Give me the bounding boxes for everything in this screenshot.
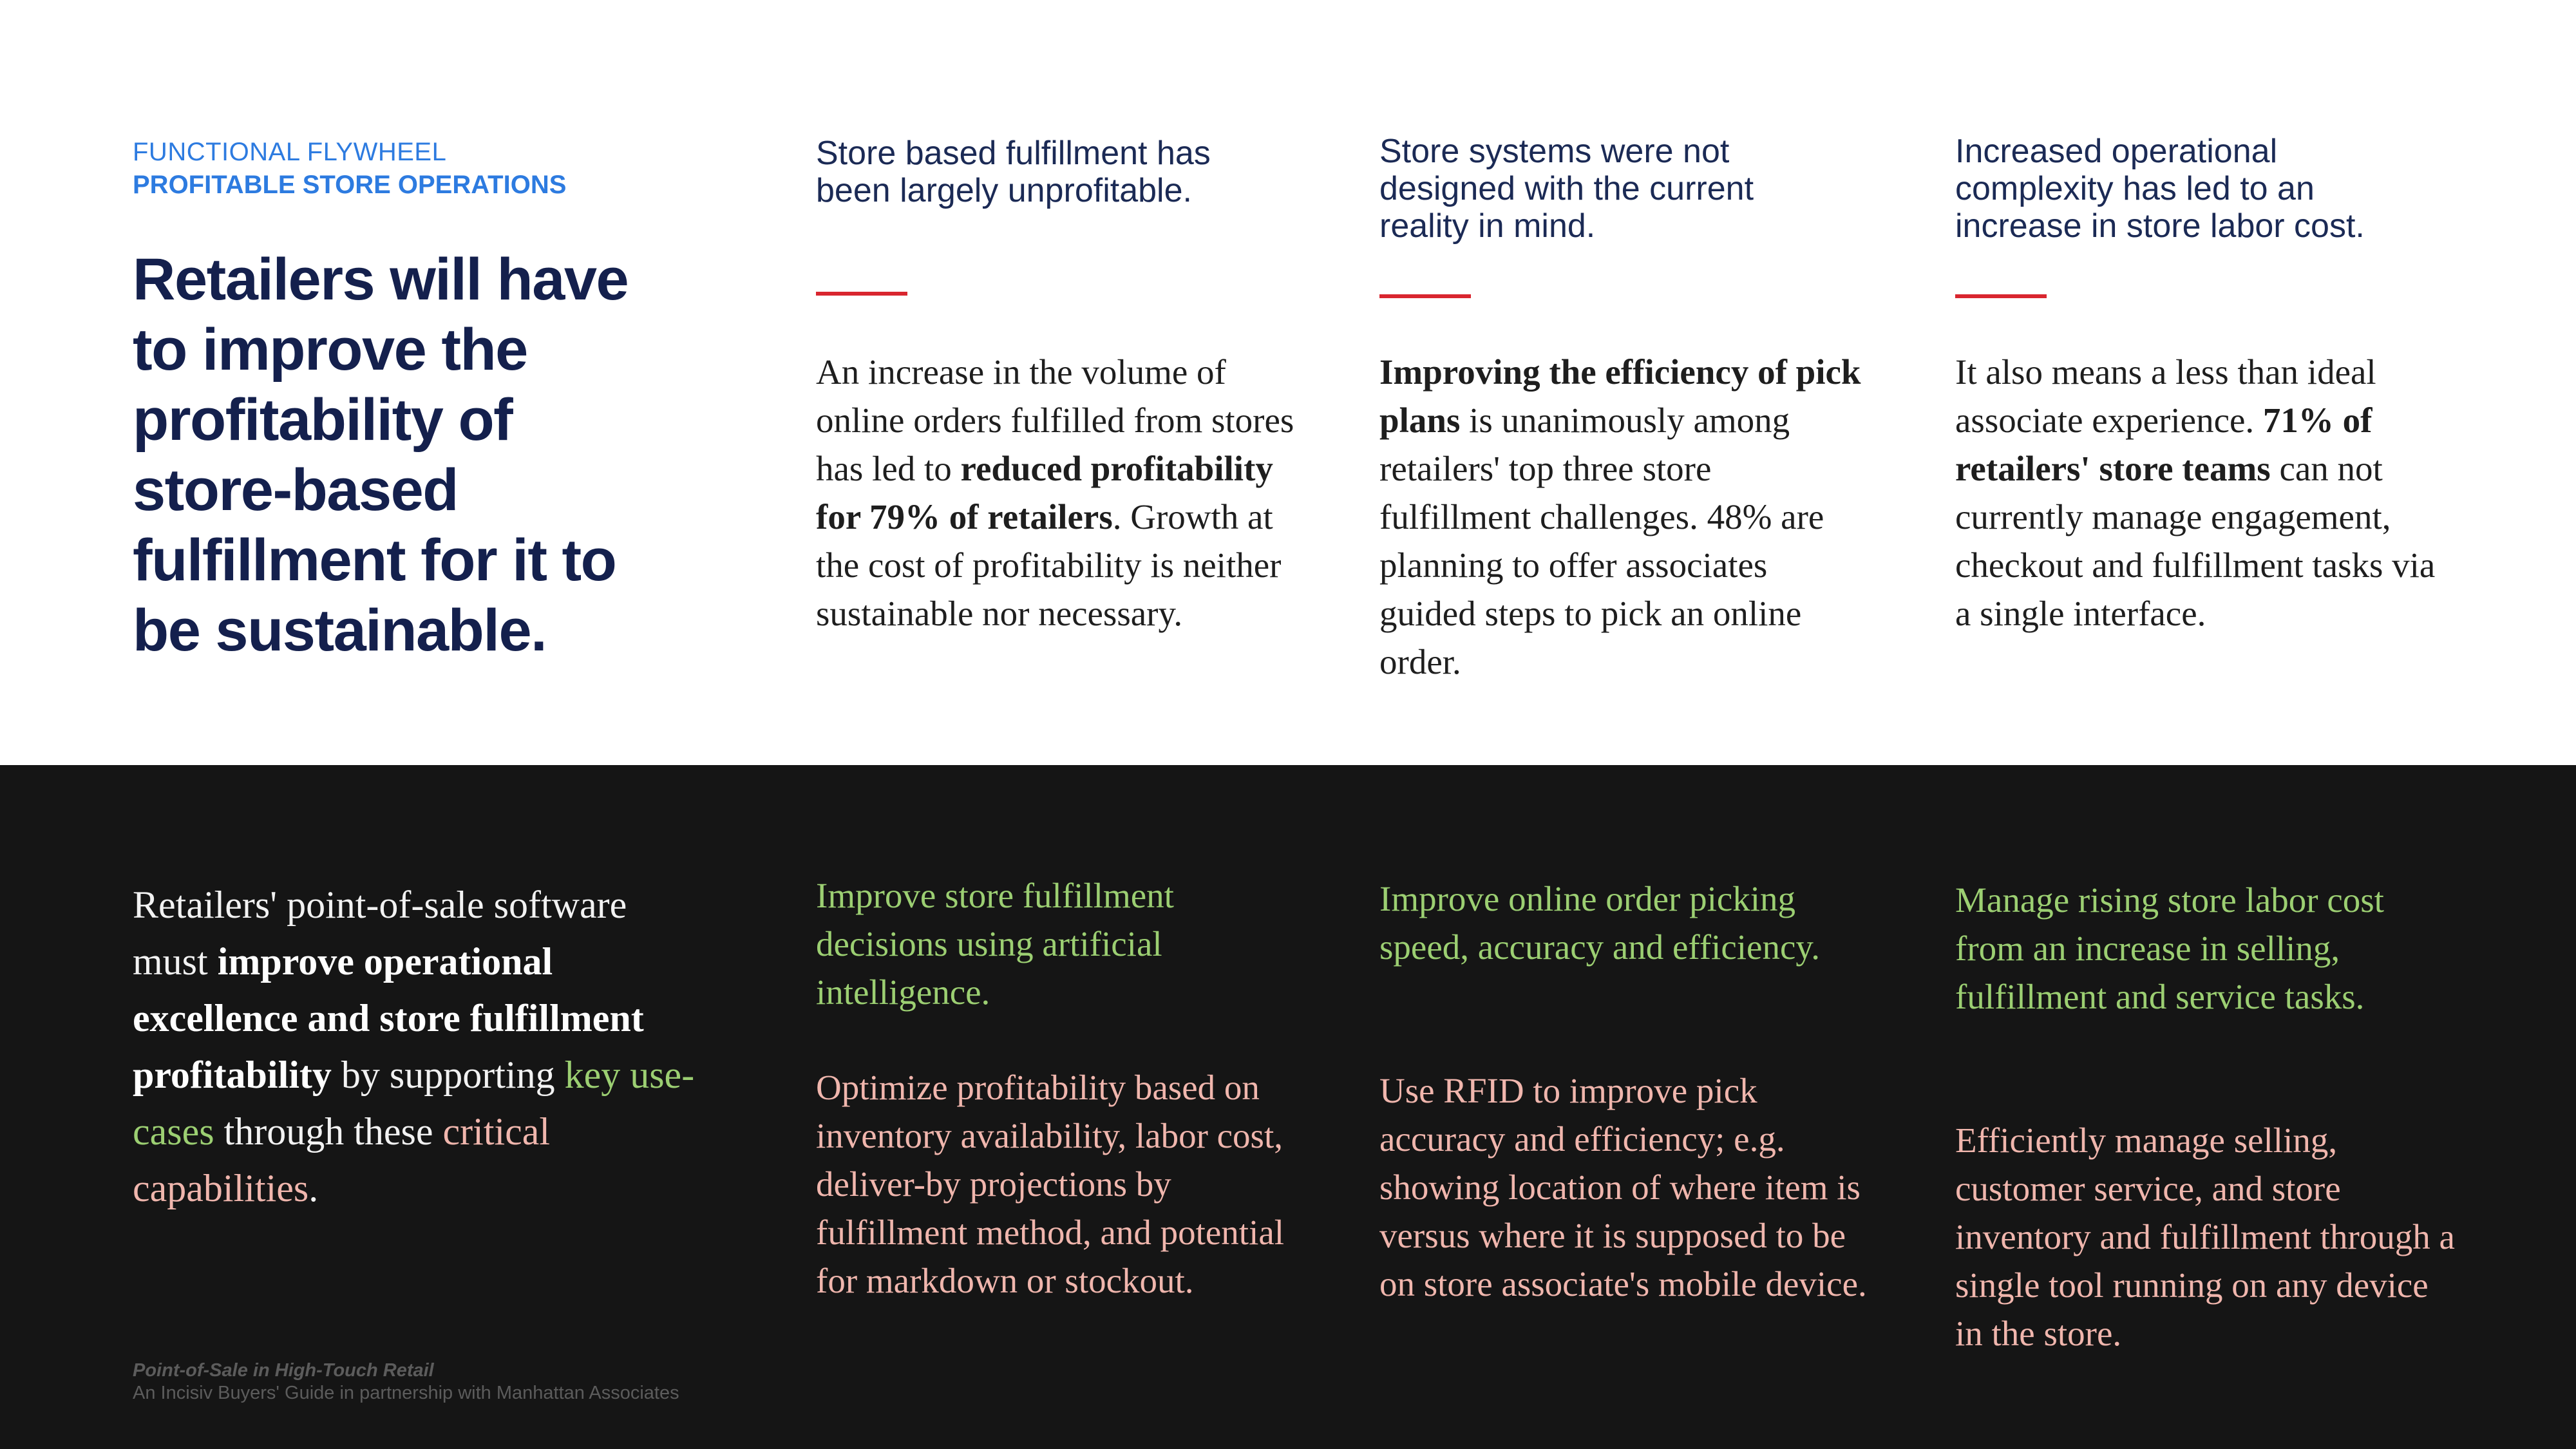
- column-body: [1379, 348, 1869, 686]
- footer-title: Point-of-Sale in High-Touch Retail: [133, 1360, 434, 1381]
- column-heading-line: Store based fulfillment has: [816, 135, 1211, 172]
- lead-text: by supporting: [331, 1054, 565, 1096]
- body-text: It also means a less than ideal associate experience.: [1955, 352, 2376, 440]
- column-heading-line: complexity has led to an: [1955, 170, 2315, 207]
- headline-line: to improve the: [133, 317, 527, 383]
- use-case-heading: Manage rising store labor cost from an increase in selling, fulfillment and service tasks.: [1955, 880, 2384, 1016]
- red-divider: [1955, 294, 2047, 298]
- column-heading-line: increase in store labor cost.: [1955, 207, 2365, 245]
- headline-line: profitability of: [133, 387, 513, 453]
- use-case-heading: Improve store fulfillment decisions using artificial intelligence.: [816, 876, 1174, 1012]
- lead-highlight: improve operational excellence and store fulfillment profitability: [133, 940, 644, 1096]
- column-body: [816, 348, 1305, 638]
- use-case-heading: Improve online order picking speed, accuracy and efficiency.: [1379, 879, 1821, 967]
- column-heading-line: Increased operational: [1955, 133, 2278, 170]
- headline-line: fulfillment for it to: [133, 527, 616, 593]
- column-heading: [1955, 133, 2458, 245]
- lead-text: Retailers' point-of-sale software must: [133, 884, 627, 983]
- column-heading-line: reality in mind.: [1379, 207, 1596, 245]
- column-body: [1955, 348, 2458, 638]
- bottom-section: [0, 765, 2576, 1449]
- column-heading-line: designed with the current: [1379, 170, 1754, 207]
- capability-text: Use RFID to improve pick accuracy and efficiency; e.g. showing location of where item is versus where it is supposed to be on store associate's mobile device.: [1379, 1071, 1867, 1303]
- capability-text: Optimize profitability based on inventory availability, labor cost, deliver-by projections by fulfillment method, and potential for markdown or stockout.: [816, 1068, 1285, 1300]
- column-heading-line: been largely unprofitable.: [816, 172, 1192, 209]
- red-divider: [816, 292, 907, 296]
- headline-line: store-based: [133, 457, 458, 523]
- column-heading: [1379, 133, 1869, 245]
- body-text: . Growth at the cost of profitability is neither sustainable nor necessary.: [816, 497, 1282, 633]
- body-highlight: Improving the efficiency of pick plans: [1379, 352, 1861, 440]
- headline: [133, 245, 712, 666]
- body-highlight: reduced profitability for 79% of retailers: [816, 449, 1273, 536]
- body-text: can not currently manage engagement, checkout and fulfillment tasks via a single interface.: [1955, 449, 2436, 633]
- column-heading-line: Store systems were not: [1379, 133, 1730, 170]
- key-use-cases-text: key use-cases: [133, 1054, 695, 1153]
- body-text: is unanimously among retailers' top three store fulfillment challenges. 48% are planning to offer associates guided steps to pick an online order.: [1379, 401, 1824, 681]
- body-text: An increase in the volume of online orders fulfilled from stores has led to: [816, 352, 1294, 488]
- body-highlight: 71% of retailers' store teams: [1955, 401, 2372, 488]
- footer-subtitle: An Incisiv Buyers' Guide in partnership with Manhattan Associates: [133, 1383, 679, 1403]
- red-divider: [1379, 294, 1471, 298]
- column-heading: [816, 135, 1305, 209]
- eyebrow-label: FUNCTIONAL FLYWHEEL: [133, 138, 447, 166]
- critical-capabilities-text: critical capabilities: [133, 1110, 551, 1209]
- eyebrow-title: PROFITABLE STORE OPERATIONS: [133, 171, 567, 199]
- capability-text: Efficiently manage selling, customer service, and store inventory and fulfillment through a single tool running on any device in the store.: [1955, 1121, 2455, 1353]
- lead-paragraph: [133, 876, 699, 1217]
- headline-line: be sustainable.: [133, 598, 547, 663]
- lead-text: through these: [214, 1110, 443, 1153]
- headline-line: Retailers will have: [133, 247, 629, 312]
- lead-text: .: [308, 1167, 319, 1209]
